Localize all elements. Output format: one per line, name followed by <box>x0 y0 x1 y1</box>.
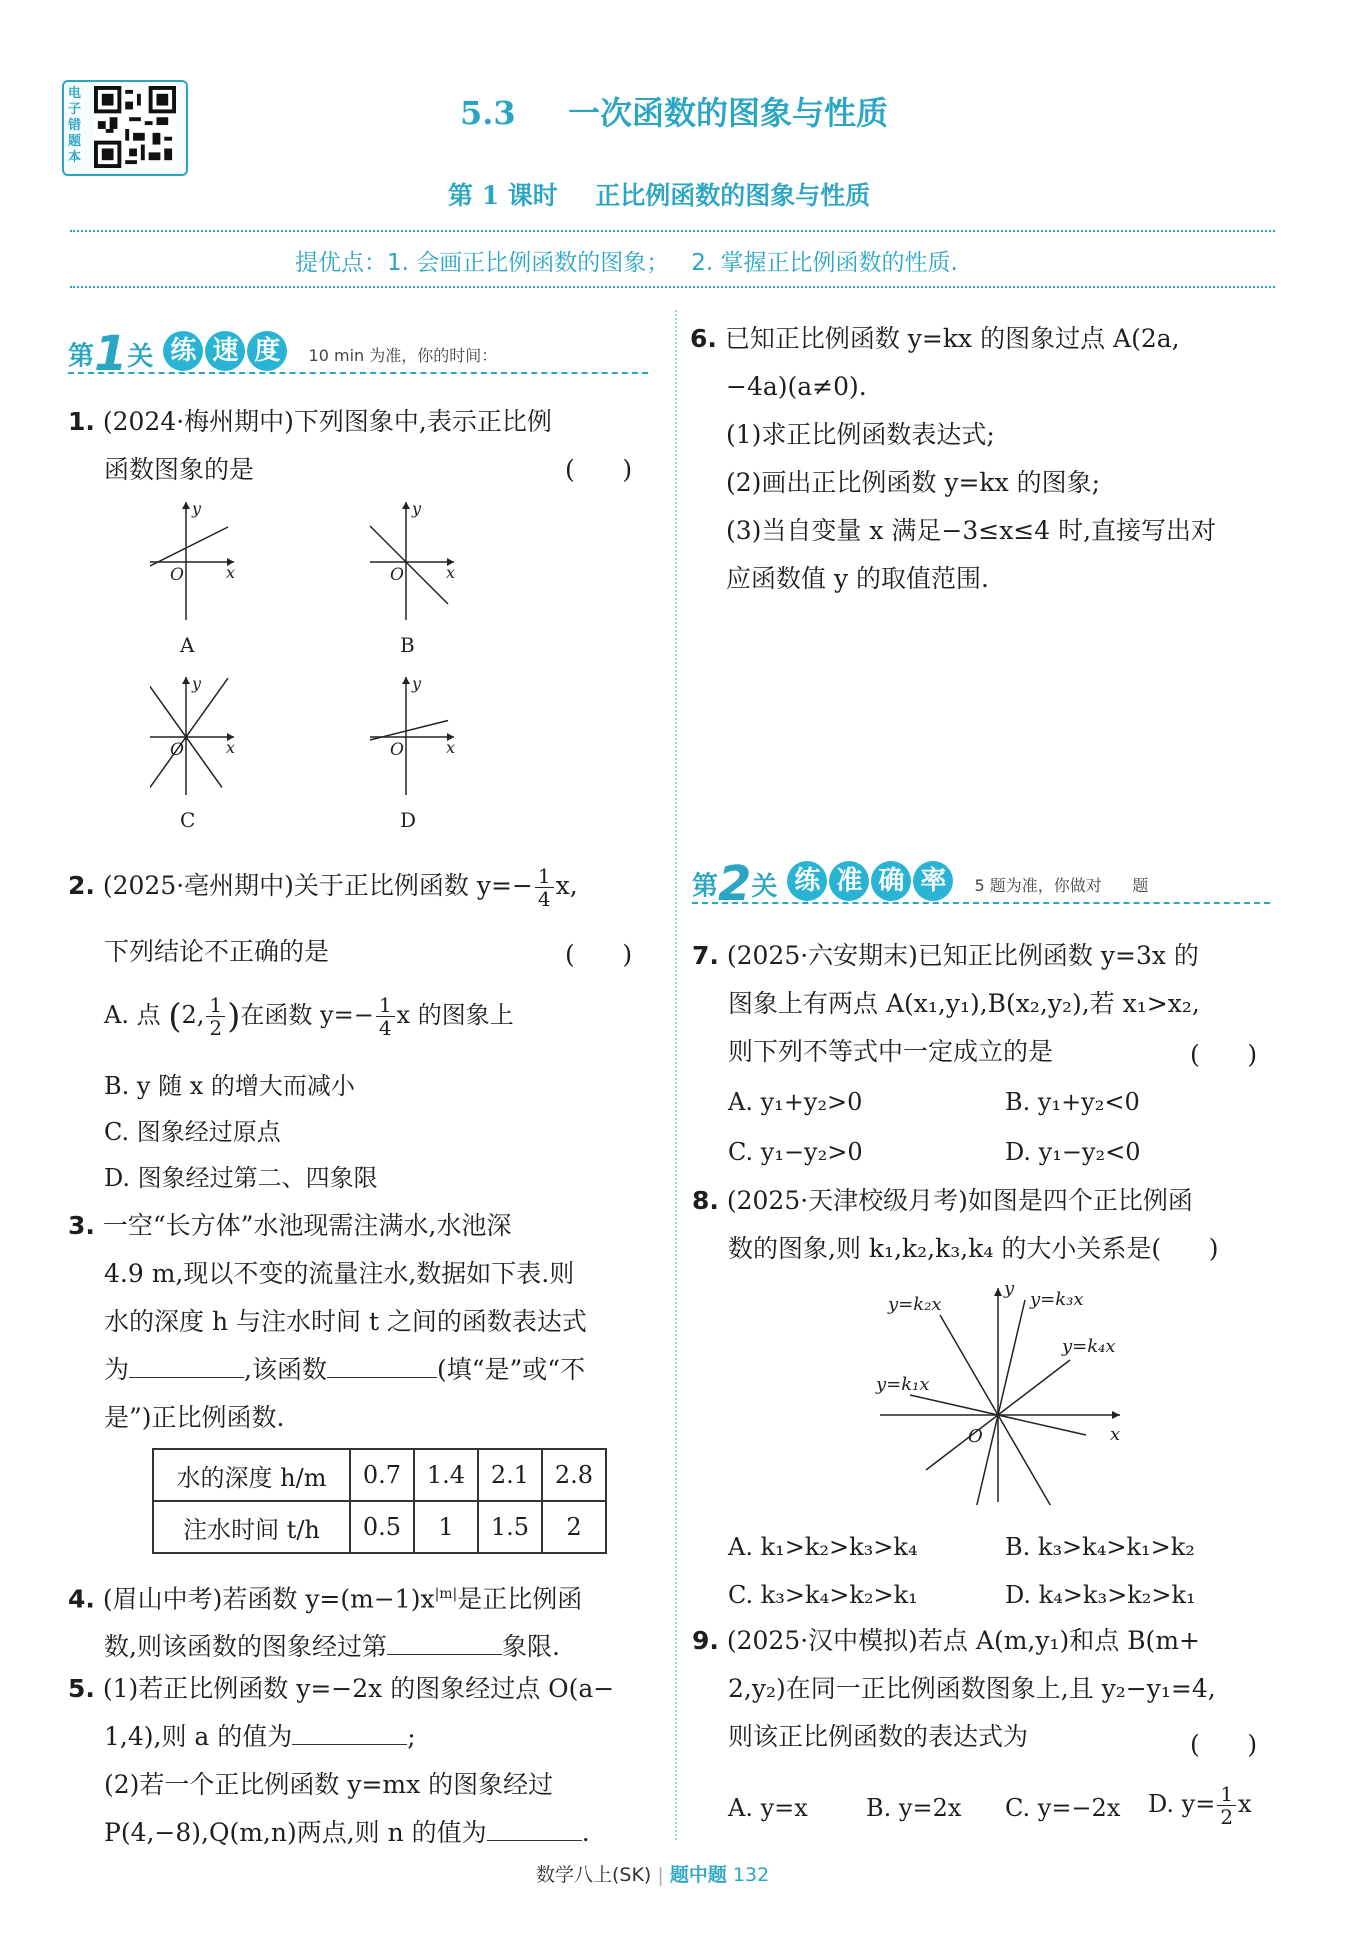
graph-b <box>370 499 455 657</box>
answer-paren[interactable]: ( ) <box>1190 1730 1258 1759</box>
axis-label-y: y <box>1004 1280 1015 1299</box>
axis-label-x: x <box>1110 1424 1121 1445</box>
answer-paren[interactable]: ( ) <box>565 940 633 969</box>
question-1: 1. (2024·梅州期中)下列图象中,表示正比例 函数图象的是 <box>68 407 552 484</box>
question-3: 3. 一空“长方体”水池现需注满水,水池深 4.9 m,现以不变的流量注水,数据如下表.则 水的深度 h 与注水时间 t 之间的函数表达式 为 ,该函数 (填“是”或“不 是”)正比例函数. <box>68 1211 587 1432</box>
answer-blank[interactable] <box>387 1632 502 1655</box>
fraction: $\frac{1}{4}$ <box>535 865 554 910</box>
qr-code-icon[interactable] <box>92 86 178 168</box>
graph-c <box>150 674 235 830</box>
level2-note: 5 题为准，你做对 题 <box>974 875 1149 895</box>
origin-label: O <box>170 565 184 585</box>
option-b[interactable]: B. y=2x <box>866 1794 962 1822</box>
graph-label-k1: y=k₁x <box>876 1374 930 1395</box>
divider-top <box>70 230 1275 232</box>
lesson-title: 正比例函数的图象与性质 <box>595 181 871 210</box>
y-arrow <box>402 677 410 684</box>
axis-label-y: y <box>412 499 422 518</box>
question-2-line2: 下列结论不正确的是 <box>104 937 330 966</box>
level1-suffix: 关 <box>127 341 154 372</box>
book-title: 数学八上(SK) <box>536 1864 652 1886</box>
option-c[interactable]: C. y=−2x <box>1005 1794 1121 1822</box>
divider-bottom <box>70 286 1275 288</box>
option-a[interactable]: A. y₁+y₂>0 <box>728 1088 863 1116</box>
question-number: 7. <box>692 941 719 970</box>
graph-d <box>370 674 455 830</box>
question-8: 8. (2025·天津校级月考)如图是四个正比例函 数的图象,则 k₁,k₂,k₃,k₄ 的大小关系是( ) <box>692 1186 1219 1263</box>
axis-label-y: y <box>192 499 202 518</box>
level1-prefix: 第 <box>68 341 95 372</box>
question-number: 2. <box>68 871 95 900</box>
option-b[interactable]: B. k₃>k₄>k₁>k₂ <box>1005 1533 1195 1561</box>
level2-prefix: 第 <box>692 871 719 902</box>
option-c[interactable]: C. y₁−y₂>0 <box>728 1138 863 1166</box>
option-c[interactable]: C. 图象经过原点 <box>104 1118 281 1146</box>
level1-badge: 速 <box>205 331 245 371</box>
level1-note: 10 min 为准，你的时间： <box>308 345 498 365</box>
answer-paren[interactable]: ( ) <box>1190 1040 1258 1069</box>
graph-label-k2: y=k₂x <box>888 1294 942 1315</box>
question-6: 6. 已知正比例函数 y=kx 的图象过点 A(2a, −4a)(a≠0). (1)求正比例函数表达式; (2)画出正比例函数 y=kx 的图象; (3)当自变量 x 满足−3≤x≤4 时,直接写出对 应函数值 y 的取值范围. <box>690 324 1217 593</box>
level2-badge: 确 <box>871 861 911 901</box>
y-arrow <box>182 502 190 509</box>
option-d[interactable]: D. y₁−y₂<0 <box>1005 1138 1141 1166</box>
option-b[interactable]: B. y 随 x 的增大而减小 <box>104 1072 355 1100</box>
graph-label-k3: y=k₃x <box>1030 1289 1084 1310</box>
option-b[interactable]: B. y₁+y₂<0 <box>1005 1088 1140 1116</box>
table-row: 注水时间 t/h 0.5 1 1.5 2 <box>153 1501 606 1553</box>
origin-label: O <box>390 740 404 760</box>
question-5: 5. (1)若正比例函数 y=−2x 的图象经过点 O(a− 1,4),则 a 的值为 ; (2)若一个正比例函数 y=mx 的图象经过 P(4,−8),Q(m,n)两点,则 n 的值为 . <box>68 1674 615 1847</box>
question-number: 3. <box>68 1211 95 1240</box>
section-title: 一次函数的图象与性质 <box>567 94 888 132</box>
question-7: 7. (2025·六安期末)已知正比例函数 y=3x 的 图象上有两点 A(x₁,y₁),B(x₂,y₂),若 x₁>x₂, 则下列不等式中一定成立的是 <box>692 941 1200 1066</box>
answer-blank[interactable] <box>129 1355 244 1378</box>
axis-label-x: x <box>226 738 236 757</box>
page-number: 132 <box>732 1864 770 1886</box>
y-arrow <box>182 677 190 684</box>
q1-graphs <box>150 490 610 830</box>
graph-option-label: D <box>400 808 417 830</box>
question-number: 4. <box>68 1584 95 1614</box>
graph-option-label: C <box>180 808 196 830</box>
answer-blank[interactable] <box>292 1722 407 1745</box>
option-a[interactable]: A. y=x <box>728 1794 808 1822</box>
qr-block[interactable] <box>62 80 188 176</box>
graph-option-label: A <box>180 633 195 657</box>
level1-number: 1 <box>94 326 128 382</box>
level1-badge: 度 <box>247 331 287 371</box>
lesson-heading <box>448 176 870 212</box>
graph-option-label: B <box>400 633 415 657</box>
question-4: 4. (眉山中考)若函数 $y=(m-1)x^{|m|}$是正比例函 数,则该函数的图象经过第 象限. <box>68 1584 583 1662</box>
option-d[interactable]: D. y= $\frac{1}{2}$ x <box>1148 1782 1252 1829</box>
key-points: 提优点：1. 会画正比例函数的图象； 2. 掌握正比例函数的性质. <box>295 250 958 276</box>
option-c[interactable]: C. k₃>k₄>k₂>k₁ <box>728 1581 918 1609</box>
origin-label: O <box>968 1426 983 1447</box>
question-number: 8. <box>692 1186 719 1215</box>
option-d[interactable]: D. 图象经过第二、四象限 <box>104 1164 378 1192</box>
column-divider <box>675 310 677 1840</box>
table-row: 水的深度 h/m 0.7 1.4 2.1 2.8 <box>153 1449 606 1501</box>
question-number: 9. <box>692 1626 719 1655</box>
section-heading <box>460 88 888 134</box>
question-number: 1. <box>68 407 95 436</box>
graph-a <box>150 499 235 657</box>
option-a[interactable]: A. k₁>k₂>k₃>k₄ <box>728 1533 918 1561</box>
q3-data-table <box>152 1448 607 1554</box>
y-arrow <box>402 502 410 509</box>
axis-label-x: x <box>226 563 236 582</box>
level2-number: 2 <box>718 856 752 912</box>
origin-label: O <box>170 740 184 760</box>
section-number: 5.3 <box>460 94 516 132</box>
axis-label-x: x <box>446 563 456 582</box>
level2-badge: 练 <box>787 861 827 901</box>
level2-badge: 率 <box>913 861 953 901</box>
axis-label-y: y <box>192 674 202 693</box>
axis-label-y: y <box>412 674 422 693</box>
level2-badge: 准 <box>829 861 869 901</box>
function-line <box>370 526 448 604</box>
lesson-number: 第 1 课时 <box>448 181 558 210</box>
q8-graph <box>870 1280 1130 1505</box>
answer-paren[interactable]: ( ) <box>565 455 633 484</box>
answer-blank[interactable] <box>487 1818 582 1841</box>
graph-label-k4: y=k₄x <box>1062 1336 1116 1357</box>
question-9: 9. (2025·汉中模拟)若点 A(m,y₁)和点 B(m+ 2,y₂)在同一正比例函数图象上,且 y₂−y₁=4, 则该正比例函数的表达式为 <box>692 1626 1216 1751</box>
answer-blank[interactable] <box>327 1355 437 1378</box>
level1-underline <box>68 372 648 374</box>
qr-side-label: 电 子 错 题 本 <box>68 86 82 165</box>
axis-label-x: x <box>446 738 456 757</box>
level2-underline <box>692 902 1270 904</box>
function-line <box>150 527 228 566</box>
question-2: 2. (2025·亳州期中)关于正比例函数 y=− $\frac{1}{4}$ x, <box>68 864 578 911</box>
option-d[interactable]: D. k₄>k₃>k₂>k₁ <box>1005 1581 1196 1609</box>
page-footer: 数学八上(SK) | 题中题 132 <box>536 1864 770 1886</box>
level2-suffix: 关 <box>751 871 778 902</box>
brand-name: 题中题 <box>669 1864 727 1886</box>
option-a[interactable]: A. 点 (2, $\frac{1}{2}$ )在函数 y=− $\frac{1}{4}$ x 的图象上 <box>104 993 514 1040</box>
question-number: 6. <box>690 324 717 353</box>
function-line <box>150 678 228 787</box>
question-number: 5. <box>68 1674 95 1703</box>
origin-label: O <box>390 565 404 585</box>
level1-badge: 练 <box>163 331 203 371</box>
